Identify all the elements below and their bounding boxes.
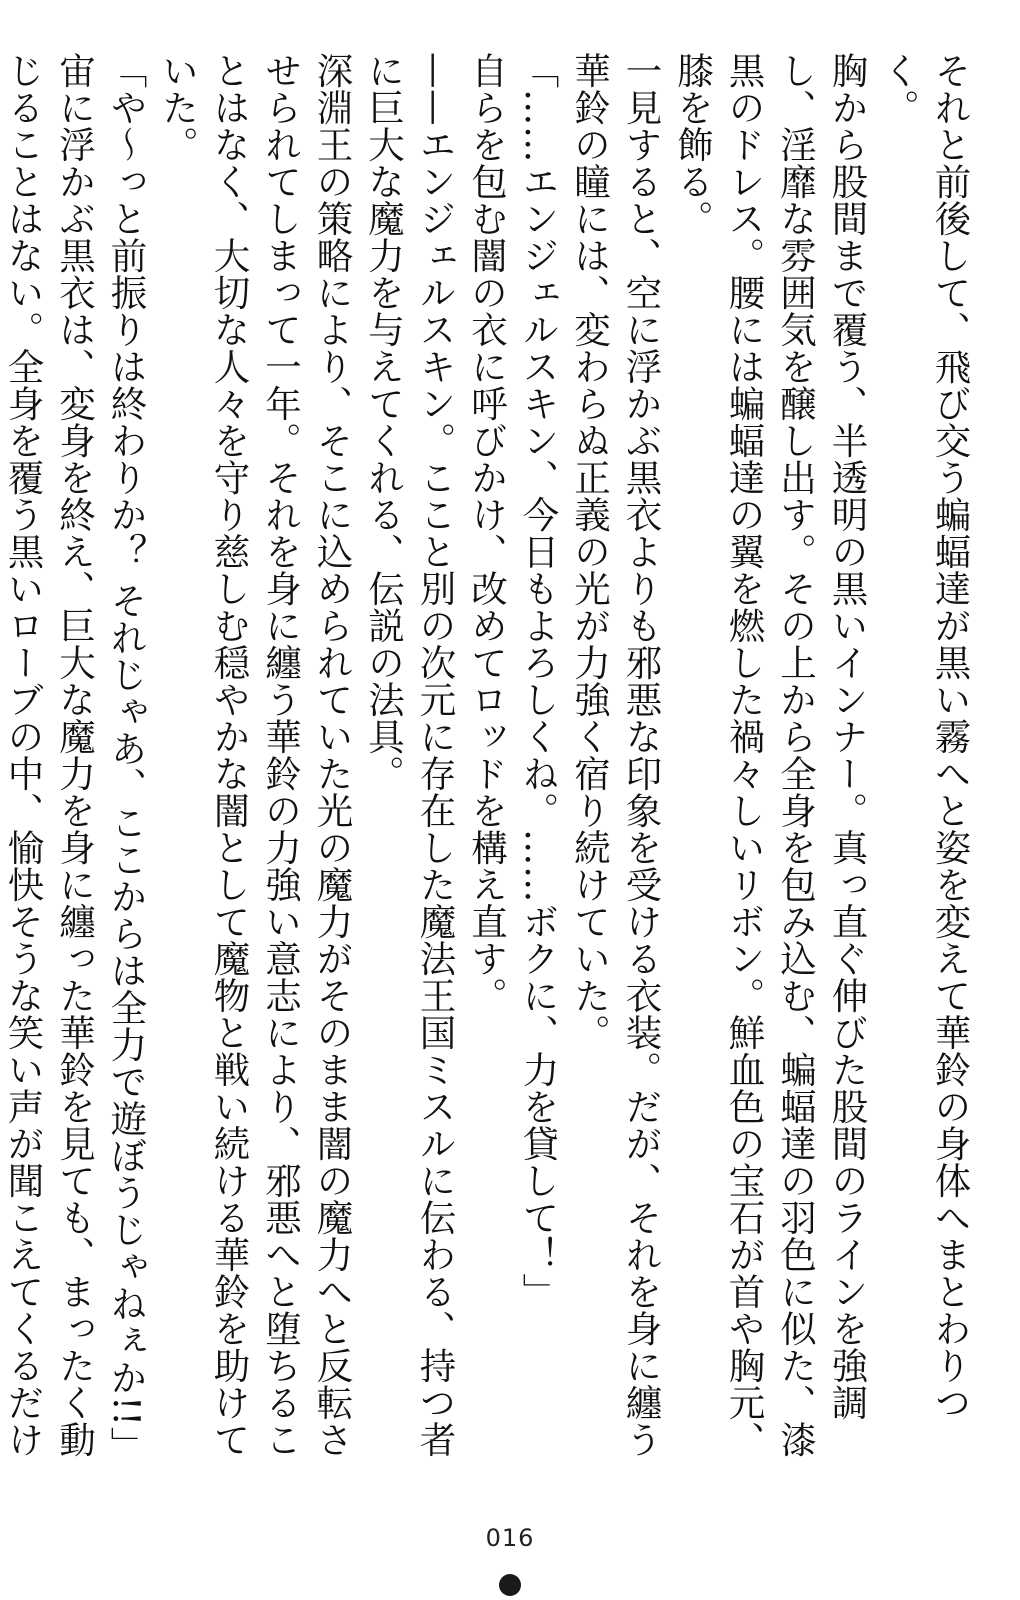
dialogue-line: 「や〜っと前振りは終わりか？ それじゃあ、ここからは全力で遊ぼうじゃねぇか!!」 bbox=[105, 52, 148, 1464]
page-marker-dot bbox=[499, 1574, 521, 1596]
dialogue-line: 「……エンジェルスキン、今日もよろしくね。……ボクに、力を貸して！」 bbox=[517, 52, 560, 1310]
paragraph: 胸から股間まで覆う、半透明の黒いインナー。真っ直ぐ伸びた股間のラインを強調し、淫靡な雰囲気を醸し出す。その上から全身を包み込む、蝙蝠達の羽色に似た、漆黒のドレス。腰には蝙蝠達の翼を燃した禍々しいリボン。鮮血色の宝石が首や胸元、膝を飾る。 bbox=[671, 52, 869, 1458]
paragraph: 一見すると、空に浮かぶ黒衣よりも邪悪な印象を受ける衣装。だが、それを身に纏う華鈴の瞳には、変わらぬ正義の光が力強く宿り続けていた。 bbox=[568, 52, 663, 1458]
paragraph: 深淵王の策略により、そこに込められていた光の魔力がそのまま闇の魔力へと反転させられてしまって一年。それを身に纏う華鈴の力強い意志により、邪悪へと堕ちることはなく、大切な人々を守り慈しむ穏やかな闇として魔物と戦い続ける華鈴を助けていた。 bbox=[156, 52, 354, 1458]
page-number: 016 bbox=[485, 1524, 535, 1552]
paragraph: それと前後して、飛び交う蝙蝠達が黒い霧へと姿を変えて華鈴の身体へまとわりつく。 bbox=[877, 52, 972, 1421]
paragraph: 自らを包む闇の衣に呼びかけ、改めてロッドを構え直す。 bbox=[465, 52, 509, 1014]
paragraph: ——エンジェルスキン。ここと別の次元に存在した魔法王国ミスルに伝わる、持つ者に巨大な魔力を与えてくれる、伝説の法具。 bbox=[362, 52, 457, 1458]
novel-text-body bbox=[2, 52, 976, 1472]
paragraph: 宙に浮かぶ黒衣は、変身を終え、巨大な魔力を身に纏った華鈴を見ても、まったく動じることはない。全身を覆う黒いローブの中、愉快そうな笑い声が聞こえてくるだけ bbox=[2, 52, 97, 1458]
